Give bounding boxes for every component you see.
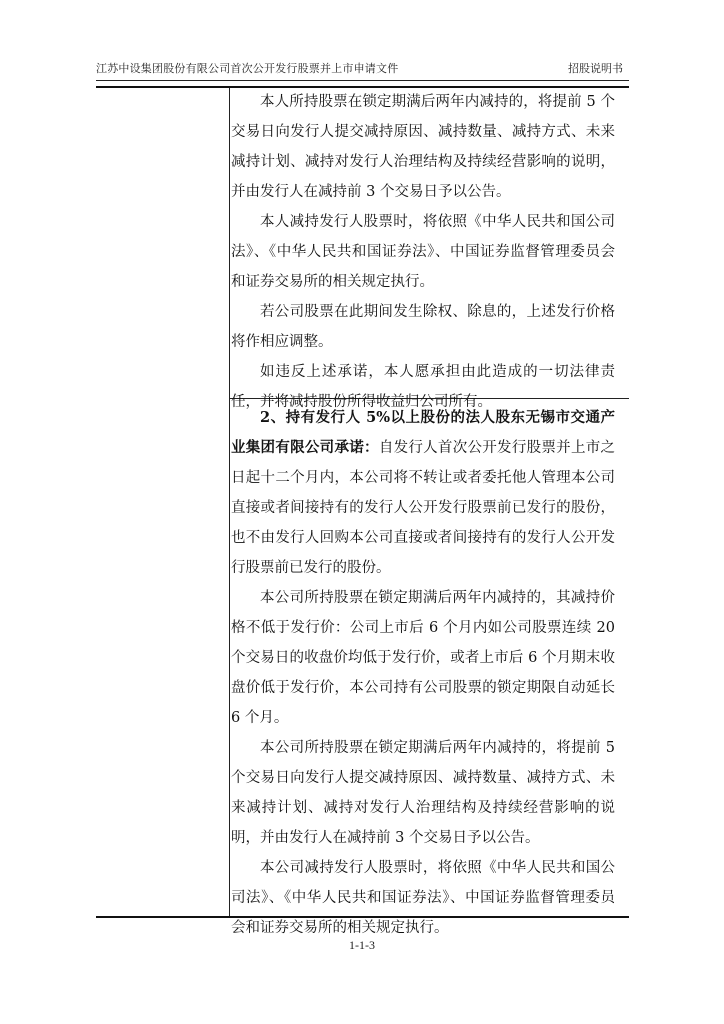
paragraph: 本人所持股票在锁定期满后两年内减持的，将提前 5 个交易日向发行人提交减持原因、减持数量、减持方式、未来减持计划、减持对发行人治理结构及持续经营影响的说明，并由发行人在减持前 3 个交易日予以公告。 bbox=[231, 94, 615, 200]
header-section-title: 招股说明书 bbox=[568, 62, 623, 75]
section-2-block bbox=[231, 403, 615, 943]
section-2-heading: 2、持有发行人 5%以上股份的法人股东无锡市交通产业集团有限公司承诺： bbox=[231, 409, 615, 456]
paragraph: 本人减持发行人股票时，将依照《中华人民共和国公司法》、《中华人民共和国证券法》、中国证券监督管理委员会和证券交易所的相关规定执行。 bbox=[231, 214, 615, 290]
paragraph: 本公司所持股票在锁定期满后两年内减持的，其减持价格不低于发行价：公司上市后 6 个月内如公司股票连续 20 个交易日的收盘价均低于发行价，或者上市后 6 个月期末收盘价低于发行价，本公司持有公司股票的锁定期限自动延长 6 个月。 bbox=[231, 590, 615, 726]
table-content-cell bbox=[231, 87, 616, 936]
paragraph: 如违反上述承诺，本人愿承担由此造成的一切法律责任，并将减持股份所得收益归公司所有。 bbox=[231, 364, 615, 410]
table-column-divider bbox=[229, 88, 230, 916]
paragraph: 本公司所持股票在锁定期满后两年内减持的，将提前 5 个交易日向发行人提交减持原因、减持数量、减持方式、未来减持计划、减持对发行人治理结构及持续经营影响的说明，并由发行人在减持前 3 个交易日予以公告。 bbox=[231, 740, 615, 846]
header-document-title: 江苏中设集团股份有限公司首次公开发行股票并上市申请文件 bbox=[96, 62, 399, 75]
page-number: 1-1-3 bbox=[349, 938, 375, 952]
section-2-heading-text: 自发行人首次公开发行股票并上市之日起十二个月内，本公司将不转让或者委托他人管理本公司直接或者间接持有的发行人公开发行股票前已发行的股份，也不由发行人回购本公司直接或者间接持有的发行人公开发行股票前已发行的股份。 bbox=[231, 440, 616, 576]
paragraph: 若公司股票在此期间发生除权、除息的，上述发行价格将作相应调整。 bbox=[231, 304, 615, 350]
section-2-heading-paragraph bbox=[231, 403, 615, 583]
paragraph: 本公司减持发行人股票时，将依照《中华人民共和国公司法》、《中华人民共和国证券法》、中国证券监督管理委员会和证券交易所的相关规定执行。 bbox=[231, 860, 615, 936]
section-1-block bbox=[231, 87, 615, 417]
page-header bbox=[96, 58, 629, 81]
